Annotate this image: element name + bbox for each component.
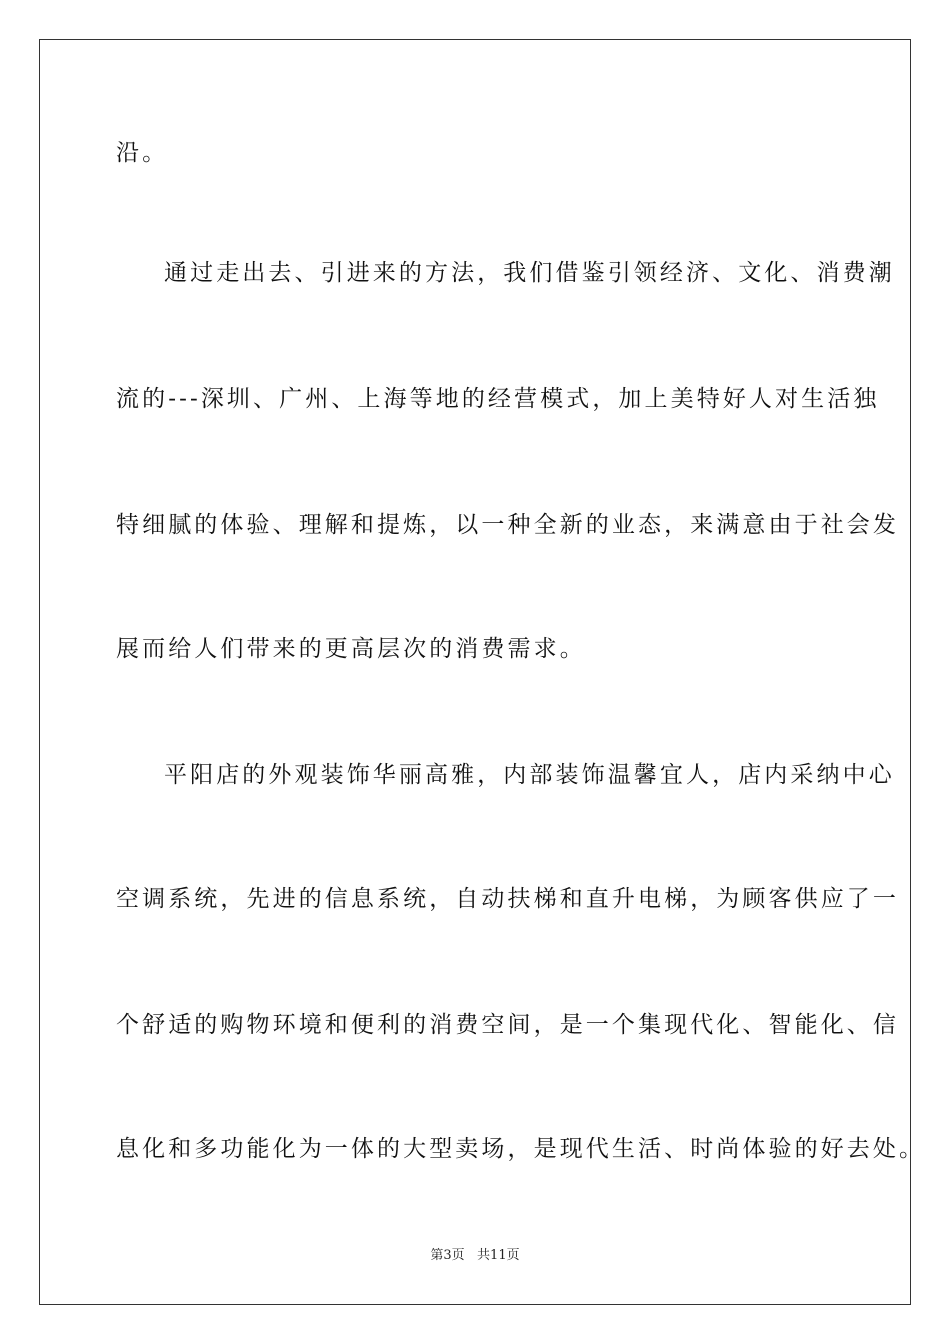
text-line: 流的---深圳、广州、上海等地的经营模式，加上美特好人对生活独: [116, 386, 880, 412]
text-line: 展而给人们带来的更高层次的消费需求。: [116, 636, 586, 662]
page-border: [39, 39, 911, 1305]
text-line-paragraph-start: 平阳店的外观装饰华丽高雅，内部装饰温馨宜人，店内采纳中心: [164, 762, 895, 788]
text-line-paragraph-start: 通过走出去、引进来的方法，我们借鉴引领经济、文化、消费潮: [164, 260, 895, 286]
text-line: 沿。: [116, 140, 169, 166]
page-number-footer: 第3页 共11页: [430, 1248, 520, 1263]
text-line: 空调系统，先进的信息系统，自动扶梯和直升电梯，为顾客供应了一: [116, 886, 899, 912]
text-line: 个舒适的购物环境和便利的消费空间，是一个集现代化、智能化、信: [116, 1012, 899, 1038]
text-line: 息化和多功能化为一体的大型卖场，是现代生活、时尚体验的好去处。: [116, 1136, 926, 1162]
text-line: 特细腻的体验、理解和提炼，以一种全新的业态，来满意由于社会发: [116, 512, 899, 538]
